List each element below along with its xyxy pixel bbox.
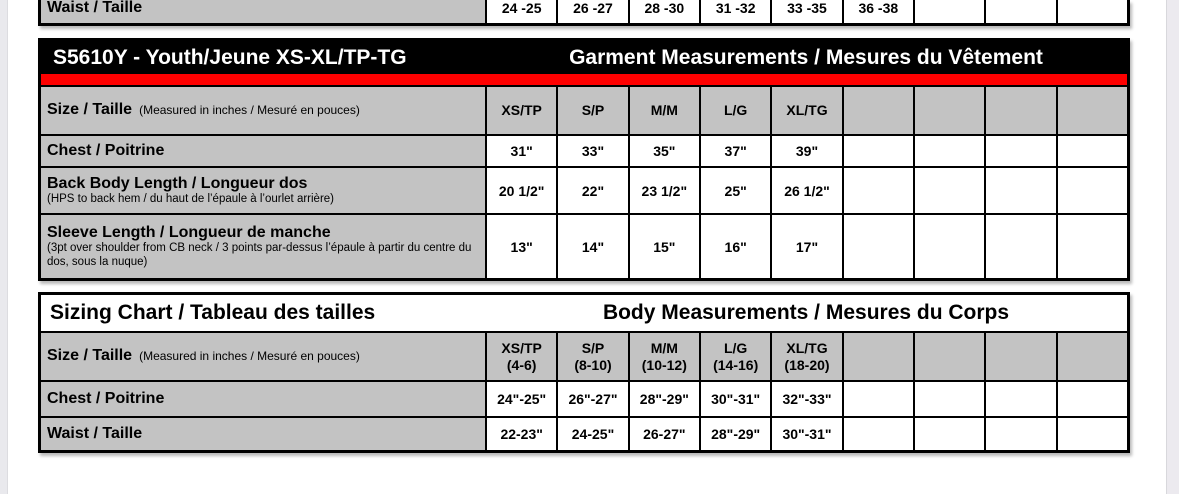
back-length-row-label (41, 168, 485, 213)
back-length-value-cell: 22" (558, 168, 627, 213)
row-label-text: Chest / Poitrine (47, 141, 165, 159)
size-name: XL/TG (786, 339, 828, 356)
chest-value-cell: 30"-31" (701, 382, 770, 416)
empty-cell (915, 215, 984, 278)
chest-row-label (41, 136, 485, 166)
waist-value-cell: 31 -32 (701, 0, 770, 23)
size-label-note: (Measured in inches / Mesuré en pouces) (139, 103, 360, 118)
size-range: (18-20) (784, 356, 830, 373)
empty-cell (1058, 0, 1127, 23)
empty-cell (1058, 136, 1127, 166)
chest-value-cell: 28"-29" (630, 382, 699, 416)
chest-value-cell: 26"-27" (558, 382, 627, 416)
empty-cell (1058, 418, 1127, 450)
empty-cell (1058, 215, 1127, 278)
sleeve-length-value-cell: 15" (630, 215, 699, 278)
size-name: S/P (581, 339, 605, 356)
size-header-cell (701, 333, 770, 380)
chest-value-cell: 32"-33" (772, 382, 841, 416)
empty-cell (986, 0, 1055, 23)
empty-cell (915, 136, 984, 166)
chest-value-cell: 35" (630, 136, 699, 166)
chest-value-cell: 39" (772, 136, 841, 166)
size-name: XS/TP (501, 339, 542, 356)
row-label-text: Back Body Length / Longueur dos (47, 174, 308, 192)
previous-table-bottom-row (38, 0, 1130, 26)
chest-row-label (41, 382, 485, 416)
vertical-scrollbar-track[interactable] (1166, 0, 1179, 494)
size-label-text: Size / Taille (47, 347, 133, 365)
size-label-text: Size / Taille (47, 101, 133, 119)
sleeve-length-value-cell: 16" (701, 215, 770, 278)
empty-cell (915, 418, 984, 450)
empty-cell (844, 382, 913, 416)
size-row-label (41, 333, 485, 380)
size-header-cell (487, 333, 556, 380)
waist-value-cell: 33 -35 (772, 0, 841, 23)
empty-cell (986, 168, 1055, 213)
back-length-value-cell: 25" (701, 168, 770, 213)
empty-cell (986, 87, 1055, 134)
size-range: (4-6) (506, 356, 537, 373)
body-table-subtitle: Body Measurements / Mesures du Corps (602, 301, 1010, 324)
row-label-text: Waist / Taille (47, 424, 143, 442)
empty-cell (915, 168, 984, 213)
waist-value-cell: 24-25" (558, 418, 627, 450)
empty-cell (844, 333, 913, 380)
empty-cell (844, 215, 913, 278)
body-table-title: Sizing Chart / Tableau des tailles (50, 301, 376, 324)
empty-cell (915, 382, 984, 416)
size-header-cell: L/G (701, 87, 770, 134)
waist-value-cell: 28"-29" (701, 418, 770, 450)
red-accent-bar (41, 74, 1127, 85)
empty-cell (1058, 382, 1127, 416)
empty-cell (986, 333, 1055, 380)
size-name: M/M (650, 339, 678, 356)
row-label-note: (3pt over shoulder from CB neck / 3 points par-dessus l’épaule à partir du centre du dos, sous la nuque) (47, 242, 472, 268)
sleeve-length-row-label (41, 215, 485, 278)
chest-value-cell: 33" (558, 136, 627, 166)
row-label-note: (HPS to back hem / du haut de l’épaule à l’ourlet arrière) (47, 192, 335, 205)
empty-cell (986, 136, 1055, 166)
empty-cell (915, 0, 984, 23)
waist-value-cell: 26-27" (630, 418, 699, 450)
waist-value-cell: 28 -30 (630, 0, 699, 23)
size-name: L/G (723, 339, 748, 356)
chest-value-cell: 37" (701, 136, 770, 166)
row-label-text: Waist / Taille (47, 0, 143, 16)
garment-measurements-table (38, 38, 1130, 281)
empty-cell (1058, 333, 1127, 380)
garment-table-title: S5610Y - Youth/Jeune XS-XL/TP-TG (53, 45, 407, 69)
row-label-text: Sleeve Length / Longueur de manche (47, 223, 331, 241)
size-header-cell: XS/TP (487, 87, 556, 134)
empty-cell (915, 87, 984, 134)
waist-value-cell: 22-23" (487, 418, 556, 450)
size-range: (10-12) (641, 356, 687, 373)
size-header-cell: S/P (558, 87, 627, 134)
body-table-header (41, 295, 1127, 331)
waist-row-label (41, 0, 485, 23)
body-measurements-table (38, 292, 1130, 453)
size-header-cell: M/M (630, 87, 699, 134)
waist-value-cell: 30"-31" (772, 418, 841, 450)
size-range: (8-10) (574, 356, 612, 373)
garment-table-header (41, 41, 1127, 74)
back-length-value-cell: 20 1/2" (487, 168, 556, 213)
empty-cell (1058, 87, 1127, 134)
empty-cell (915, 333, 984, 380)
back-length-value-cell: 26 1/2" (772, 168, 841, 213)
chest-value-cell: 24"-25" (487, 382, 556, 416)
row-label-text: Chest / Poitrine (47, 389, 165, 407)
waist-value-cell: 36 -38 (844, 0, 913, 23)
empty-cell (986, 215, 1055, 278)
empty-cell (986, 418, 1055, 450)
waist-value-cell: 24 -25 (487, 0, 556, 23)
empty-cell (844, 168, 913, 213)
size-range: (14-16) (713, 356, 759, 373)
sleeve-length-value-cell: 13" (487, 215, 556, 278)
size-row-label (41, 87, 485, 134)
back-length-value-cell: 23 1/2" (630, 168, 699, 213)
chest-value-cell: 31" (487, 136, 556, 166)
size-header-cell (630, 333, 699, 380)
garment-table-subtitle: Garment Measurements / Mesures du Vêtement (569, 45, 1043, 69)
sleeve-length-value-cell: 17" (772, 215, 841, 278)
page-left-edge (0, 0, 8, 494)
empty-cell (844, 87, 913, 134)
size-label-note: (Measured in inches / Mesuré en pouces) (139, 349, 360, 364)
sleeve-length-value-cell: 14" (558, 215, 627, 278)
waist-row-label (41, 418, 485, 450)
size-header-cell (772, 333, 841, 380)
size-header-cell (558, 333, 627, 380)
empty-cell (1058, 168, 1127, 213)
empty-cell (986, 382, 1055, 416)
empty-cell (844, 418, 913, 450)
size-header-cell: XL/TG (772, 87, 841, 134)
waist-value-cell: 26 -27 (558, 0, 627, 23)
empty-cell (844, 136, 913, 166)
